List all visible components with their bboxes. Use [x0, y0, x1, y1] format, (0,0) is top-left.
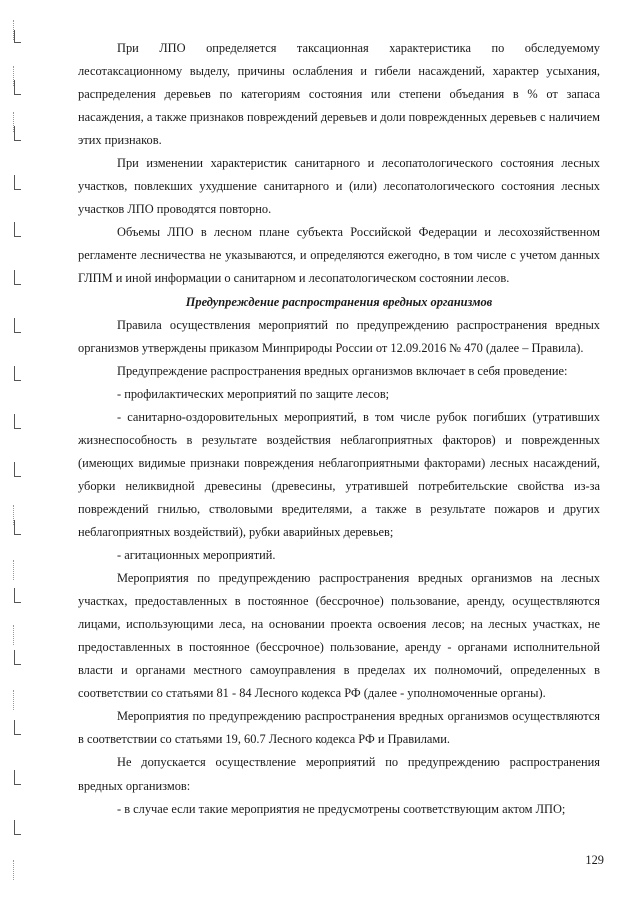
- paragraph: При изменении характеристик санитарного и лесопатологического состояния лесных участков, повлекших ухудшение санитарного и (или) лесопатологического состояния лесных участков ЛПО проводятся повторно.: [78, 156, 600, 217]
- paragraph: Объемы ЛПО в лесном плане субъекта Российской Федерации и лесохозяйственном регламенте лесничества не указываются, и определяются ежегодно, в том числе с учетом данных ГЛПМ и иной информации о санитарном и лесопатологическом состоянии лесов.: [78, 225, 600, 286]
- paragraph: Правила осуществления мероприятий по предупреждению распространения вредных организмов утверждены приказом Минприроды России от 12.09.2016 № 470 (далее – Правила).: [78, 317, 600, 355]
- list-item: - санитарно-оздоровительных мероприятий, в том числе рубок погибших (утративших жизнеспособность в результате воздействия неблагоприятных факторов) и поврежденных (имеющих видимые признаки повреждения неблагоприятными факторами) лесных насаждений, уборки неликвидной древесины (древесины, утратившей потребительские свойства из-за повреждений гнилью, стволовыми вредителями, а также в результате пожаров и других неблагоприятных воздействий), рубки аварийных деревьев;: [78, 409, 600, 539]
- document-body: [78, 37, 600, 821]
- section-heading: Предупреждение распространения вредных организмов: [185, 294, 493, 309]
- page-number: 129: [585, 853, 604, 867]
- paragraph: При ЛПО определяется таксационная характеристика по обследуемому лесотаксационному выделу, причины ослабления и гибели насаждений, характер усыхания, распределения деревьев по категориям состояния или степени объедания в % от запаса насаждения, а также признаков повреждений деревьев и доли поврежденных деревьев с наличием этих признаков.: [78, 41, 600, 148]
- paragraph: Предупреждение распространения вредных организмов включает в себя проведение:: [117, 363, 568, 378]
- list-item: - агитационных мероприятий.: [117, 548, 276, 563]
- list-item: - в случае если такие мероприятия не предусмотрены соответствующим актом ЛПО;: [117, 801, 566, 816]
- binding-margin-marks: [0, 0, 30, 905]
- paragraph: Мероприятия по предупреждению распространения вредных организмов осуществляются в соответствии со статьями 19, 60.7 Лесного кодекса РФ и Правилами.: [78, 709, 600, 747]
- list-item: - профилактических мероприятий по защите лесов;: [117, 386, 390, 401]
- paragraph: Мероприятия по предупреждению распространения вредных организмов на лесных участках, предоставленных в постоянное (бессрочное) пользование, аренду, осуществляются лицами, использующими леса, на основании проекта освоения лесов; на лесных участках, не предоставленных в постоянное (бессрочное) пользование, аренду - органами исполнительной власти и органами местного самоуправления в пределах их полномочий, определенных в соответствии со статьями 81 - 84 Лесного кодекса РФ (далее - уполномоченные органы).: [78, 571, 600, 701]
- paragraph: Не допускается осуществление мероприятий по предупреждению распространения вредных организмов:: [78, 755, 600, 793]
